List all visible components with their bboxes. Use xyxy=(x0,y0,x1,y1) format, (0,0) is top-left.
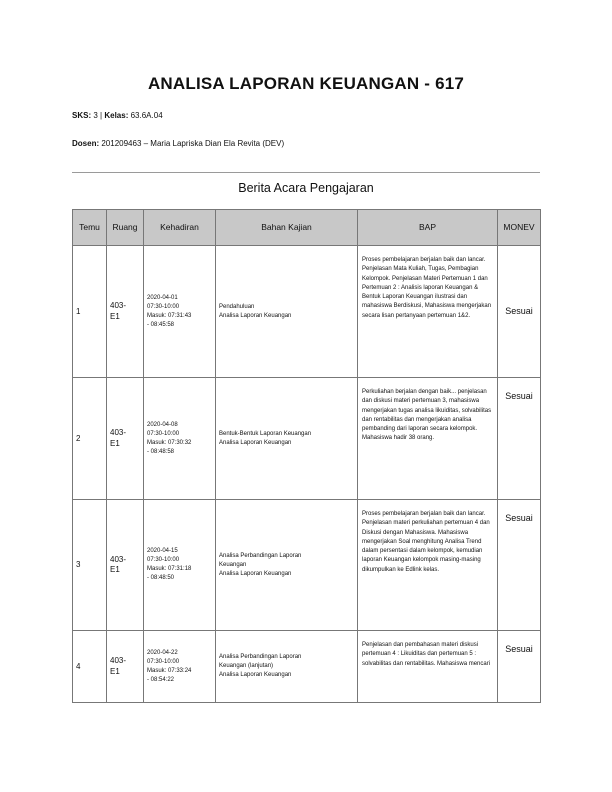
kelas-label: Kelas: xyxy=(104,111,129,120)
kehadiran-checkin: Masuk: 07:30:32 xyxy=(147,439,192,446)
cell-monev: Sesuai xyxy=(498,631,541,703)
divider xyxy=(72,172,540,173)
col-header-bap: BAP xyxy=(358,210,498,246)
table-row xyxy=(73,631,541,703)
cell-bap: Proses pembelajaran berjalan baik dan lancar. Penjelasan Mata Kuliah, Tugas, Pembagian Kelompok. Penjelasan Materi Pertemuan 1 dan Pertemuan 2 : Analisis laporan Keuangan & Bentuk Laporan Keuangan ilustrasi dan mahasiswa Berdiskusi, Mahasiswa mengerjakan secara lisan pertanyaan pertemuan 1&2. xyxy=(358,246,498,378)
cell-temu: 2 xyxy=(73,378,107,500)
col-header-bahan-kajian: Bahan Kajian xyxy=(216,210,358,246)
ruang-line: E1 xyxy=(110,565,120,574)
bahan-line: Bentuk-Bentuk Laporan Keuangan xyxy=(219,430,312,437)
page-title: ANALISA LAPORAN KEUANGAN - 617 xyxy=(147,74,465,93)
bahan-line: Analisa Perbandingan Laporan xyxy=(219,654,302,660)
meta-separator: | xyxy=(100,111,103,120)
table-row xyxy=(73,378,541,500)
kehadiran-checkin: Masuk: 07:31:43 xyxy=(147,312,192,319)
kehadiran-checkout: - 08:48:58 xyxy=(147,448,175,455)
sks-label: SKS: xyxy=(72,111,92,120)
bahan-line: Analisa Laporan Keuangan xyxy=(219,570,292,577)
kehadiran-date: 2020-04-22 xyxy=(147,649,178,656)
cell-temu: 1 xyxy=(73,246,107,378)
bahan-line: Analisa Laporan Keuangan xyxy=(219,312,292,319)
cell-bahan-kajian xyxy=(216,631,358,703)
cell-kehadiran xyxy=(144,378,216,500)
dosen-label: Dosen: xyxy=(72,139,100,148)
cell-temu: 3 xyxy=(73,500,107,631)
ruang-line: E1 xyxy=(110,438,120,448)
kehadiran-checkout: - 08:45:58 xyxy=(147,321,175,328)
table-header-row xyxy=(73,210,541,246)
bahan-line: Analisa Laporan Keuangan xyxy=(219,672,292,678)
course-meta xyxy=(72,111,163,120)
cell-bahan-kajian xyxy=(216,246,358,378)
cell-bap: Penjelasan dan pembahasan materi diskusi pertemuan 4 : Likuiditas dan pertemuan 5 : solvabilitas dan rentabilitas. Mahasiswa mencari xyxy=(358,631,498,703)
cell-ruang xyxy=(107,378,144,500)
bahan-line: Keuangan xyxy=(219,561,247,568)
cell-bap: Perkuliahan berjalan dengan baik... penjelasan dan diskusi materi pertemuan 3, mahasiswa mengerjakan tugas analisa likuiditas, solvabilitas dan rentabilitas dan mengerjakan analisa pembanding dari laporan secara kelompok. Mahasiswa hadir 38 orang. xyxy=(358,378,498,500)
table-row xyxy=(73,500,541,631)
col-header-ruang: Ruang xyxy=(107,210,144,246)
kehadiran-schedule: 07:30-10:00 xyxy=(147,430,180,437)
kehadiran-schedule: 07:30-10:00 xyxy=(147,658,180,665)
kehadiran-date: 2020-04-15 xyxy=(147,548,178,554)
cell-bahan-kajian xyxy=(216,378,358,500)
col-header-kehadiran: Kehadiran xyxy=(144,210,216,246)
kehadiran-date: 2020-04-08 xyxy=(147,421,178,428)
bahan-line: Keuangan (lanjutan) xyxy=(219,663,274,669)
ruang-line: 403- xyxy=(110,428,127,438)
lecturer-meta xyxy=(72,139,284,148)
dosen-value: 201209463 – Maria Lapriska Dian Ela Revita (DEV) xyxy=(101,139,285,148)
ruang-line: E1 xyxy=(110,666,120,676)
cell-kehadiran xyxy=(144,246,216,378)
kehadiran-schedule: 07:30-10:00 xyxy=(147,557,180,563)
bahan-line: Analisa Laporan Keuangan xyxy=(219,439,292,446)
cell-ruang xyxy=(107,631,144,703)
kehadiran-schedule: 07:30-10:00 xyxy=(147,303,180,310)
kehadiran-checkin: Masuk: 07:33:24 xyxy=(147,667,192,674)
cell-ruang xyxy=(107,246,144,378)
bahan-line: Pendahuluan xyxy=(219,303,255,310)
cell-kehadiran xyxy=(144,500,216,631)
col-header-monev: MONEV xyxy=(498,210,541,246)
cell-temu: 4 xyxy=(73,631,107,703)
col-header-temu: Temu xyxy=(73,210,107,246)
cell-monev: Sesuai xyxy=(498,378,541,500)
cell-bahan-kajian xyxy=(216,500,358,631)
kelas-value: 63.6A.04 xyxy=(130,111,163,120)
cell-monev: Sesuai xyxy=(498,500,541,631)
ruang-line: 403- xyxy=(110,656,127,666)
kehadiran-date: 2020-04-01 xyxy=(147,294,178,301)
ruang-line: E1 xyxy=(110,311,120,321)
cell-monev: Sesuai xyxy=(498,246,541,378)
table-row xyxy=(73,246,541,378)
teaching-report-table xyxy=(72,209,541,703)
ruang-line: 403- xyxy=(110,554,127,564)
ruang-line: 403- xyxy=(110,301,127,311)
bahan-line: Analisa Perbandingan Laporan xyxy=(219,552,302,559)
cell-kehadiran xyxy=(144,631,216,703)
kehadiran-checkout: - 08:48:50 xyxy=(147,575,175,581)
sks-value: 3 xyxy=(93,111,98,120)
kehadiran-checkin: Masuk: 07:31:18 xyxy=(147,566,192,572)
cell-bap: Proses pembelajaran berjalan baik dan lancar. Penjelasan materi perkuliahan pertemuan 4 dan Diskusi dengan Mahasiswa. Mahasiswa mengerjakan Soal menghitung Analisa Trend dalam persentasi dalam kelompok, kemudian laporan Keuangan kelompok masing-masing dikumpulkan ke Edlink kelas. xyxy=(358,500,498,631)
cell-ruang xyxy=(107,500,144,631)
section-title: Berita Acara Pengajaran xyxy=(238,181,374,195)
kehadiran-checkout: - 08:54:22 xyxy=(147,676,175,683)
